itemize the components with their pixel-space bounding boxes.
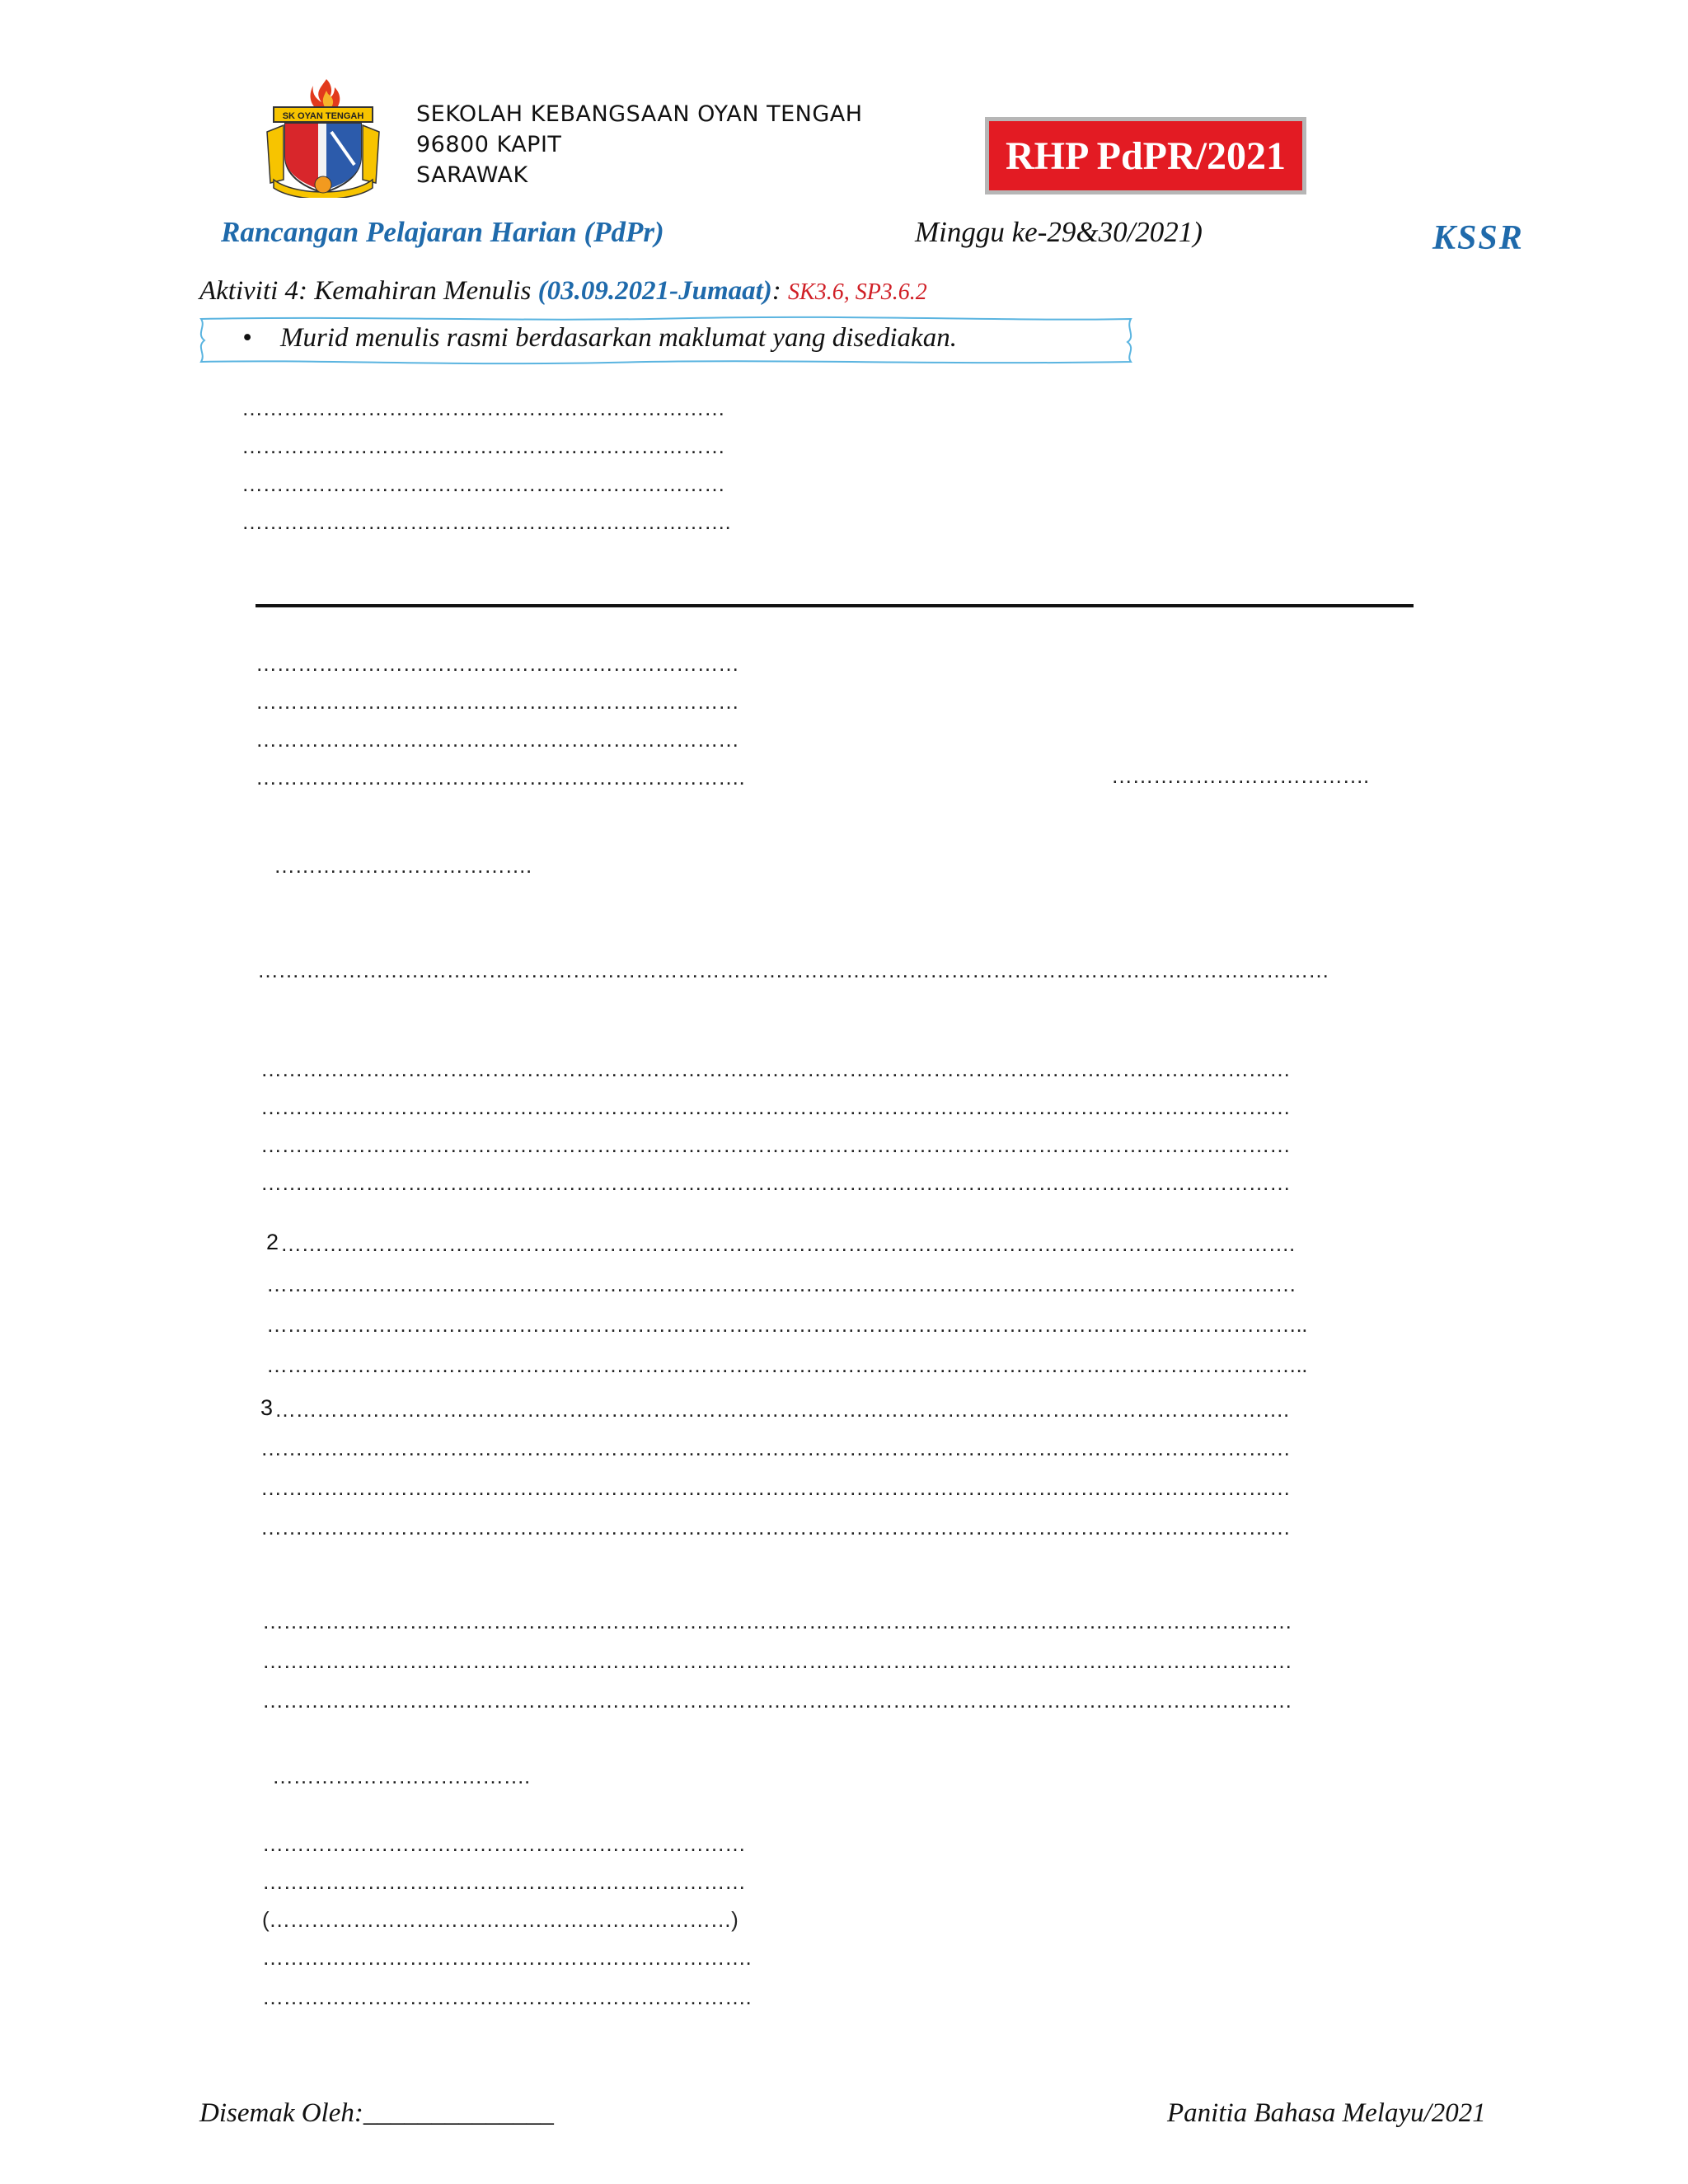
paragraph-3-line: ………………………………………………………………………………………………………………………………… bbox=[260, 1515, 1291, 1540]
paragraph-1-line: ………………………………………………………………………………………………………………………………… bbox=[260, 1132, 1291, 1157]
panel-label: Panitia Bahasa Melayu/2021 bbox=[1167, 2098, 1486, 2128]
signature-line: …………………………………………………………… bbox=[262, 1869, 746, 1894]
activity-date: (03.09.2021-Jumaat) bbox=[537, 276, 772, 306]
rhp-badge bbox=[985, 117, 1306, 194]
signature-name-dots: ………………………………………………………… bbox=[269, 1907, 732, 1932]
signature-line: …………………………………………………………… bbox=[262, 1831, 746, 1856]
closing-line: ………………………………………………………………………………………………………………………………… bbox=[262, 1609, 1292, 1633]
curriculum-label: KSSR bbox=[1432, 219, 1524, 257]
school-logo bbox=[262, 74, 384, 198]
closing-line: ………………………………………………………………………………………………………………………………… bbox=[262, 1688, 1292, 1713]
sender-address-line: …………………………………………………………… bbox=[241, 471, 725, 496]
paragraph-2-line: ………………………………………………………………………………………………………………………………. bbox=[280, 1231, 1295, 1256]
paragraph-2-number: 2 bbox=[266, 1230, 279, 1254]
activity-line bbox=[199, 276, 927, 307]
task-text: Murid menulis rasmi berdasarkan maklumat yang disediakan. bbox=[280, 323, 957, 353]
recipient-address-line: …………………………………………………………… bbox=[256, 651, 739, 676]
school-name: SEKOLAH KEBANGSAAN OYAN TENGAH bbox=[416, 101, 863, 127]
paragraph-3-line: ………………………………………………………………………………………………………………………………. bbox=[274, 1397, 1289, 1422]
signature-open-paren: ( bbox=[262, 1907, 270, 1932]
salutation-line: ………………………………. bbox=[274, 853, 532, 878]
paragraph-2-line: ………………………………………………………………………………………………………………………………….. bbox=[266, 1352, 1307, 1377]
activity-label: Aktiviti 4: Kemahiran Menulis bbox=[199, 276, 538, 306]
subject-line: ……………………………………………………………………………………………………………………………………… bbox=[257, 958, 1329, 982]
activity-codes: SK3.6, SP3.6.2 bbox=[788, 279, 927, 305]
sender-address-line: ……………………………………………………………. bbox=[241, 509, 731, 534]
recipient-address-line: …………………………………………………………… bbox=[256, 727, 739, 752]
sign-off-line: ………………………………. bbox=[272, 1764, 530, 1788]
paragraph-1-line: ………………………………………………………………………………………………………………………………… bbox=[260, 1057, 1291, 1081]
date-line: ………………………………. bbox=[1111, 763, 1369, 788]
school-state: SARAWAK bbox=[416, 162, 528, 188]
checked-by: Disemak Oleh:______________ bbox=[199, 2098, 554, 2128]
paragraph-3-number: 3 bbox=[260, 1395, 274, 1420]
signature-close-paren: ) bbox=[731, 1907, 738, 1932]
logo-label: SK OYAN TENGAH bbox=[282, 111, 364, 121]
paragraph-1-line: ………………………………………………………………………………………………………………………………… bbox=[260, 1094, 1291, 1119]
page-title: Rancangan Pelajaran Harian (PdPr) bbox=[221, 216, 664, 248]
paragraph-3-line: ………………………………………………………………………………………………………………………………… bbox=[260, 1475, 1291, 1500]
sender-address-line: …………………………………………………………… bbox=[241, 434, 725, 458]
paragraph-1-line: ………………………………………………………………………………………………………………………………… bbox=[260, 1170, 1291, 1195]
recipient-address-line: ……………………………………………………………. bbox=[256, 765, 745, 790]
closing-line: ………………………………………………………………………………………………………………………………… bbox=[262, 1648, 1292, 1673]
separator-rule bbox=[256, 604, 1414, 607]
recipient-address-line: …………………………………………………………… bbox=[256, 689, 739, 714]
rhp-badge-label: RHP PdPR/2021 bbox=[1005, 134, 1286, 178]
paragraph-3-line: ………………………………………………………………………………………………………………………………… bbox=[260, 1436, 1291, 1460]
task-box bbox=[196, 316, 1136, 365]
week-label: Minggu ke-29&30/2021) bbox=[915, 216, 1203, 248]
school-postcode: 96800 KAPIT bbox=[416, 132, 562, 157]
signature-line: ……………………………………………………………. bbox=[262, 1985, 752, 2009]
sender-address-line: …………………………………………………………… bbox=[241, 396, 725, 420]
paragraph-2-line: ………………………………………………………………………………………………………………………………… bbox=[266, 1272, 1296, 1296]
task-bullet: • bbox=[242, 323, 252, 353]
signature-name-line bbox=[262, 1907, 738, 1933]
paragraph-2-line: ………………………………………………………………………………………………………………………………….. bbox=[266, 1312, 1307, 1337]
activity-separator: : bbox=[771, 276, 789, 306]
signature-line: ……………………………………………………………. bbox=[262, 1945, 752, 1970]
